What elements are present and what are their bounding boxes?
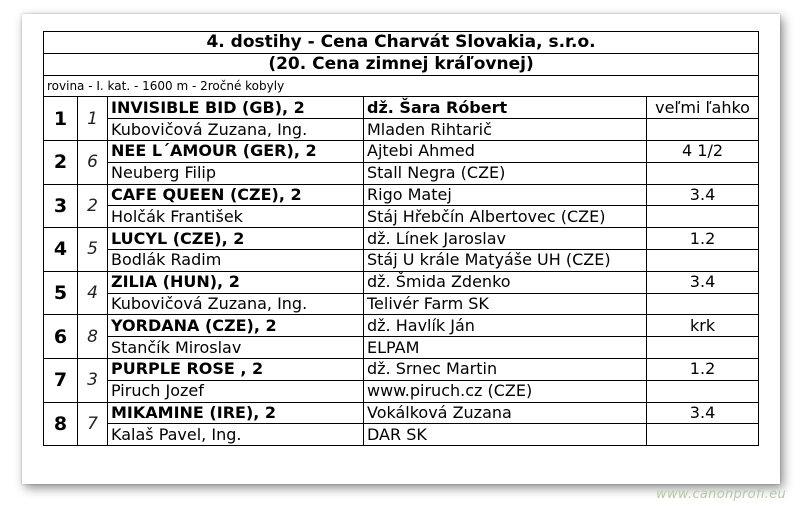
race-info-row <box>44 75 759 97</box>
margin-cell: veľmi ľahko <box>647 97 759 119</box>
horse-name: MIKAMINE (IRE), 2 <box>108 402 364 424</box>
result-row-sub <box>44 424 759 446</box>
margin-cell: 3.4 <box>647 271 759 293</box>
race-title: 4. dostihy - Cena Charvát Slovakia, s.r.o. <box>44 32 759 54</box>
place-cell: 6 <box>44 315 78 359</box>
owner-name: Kubovičová Zuzana, Ing. <box>108 119 364 141</box>
race-subtitle: (20. Cena zimnej kráľovnej) <box>44 53 759 75</box>
start-number-cell: 1 <box>78 97 108 141</box>
result-row-main <box>44 358 759 380</box>
trainer-name: Stáj Hřebčín Albertovec (CZE) <box>364 206 647 228</box>
result-row-main <box>44 228 759 250</box>
margin-cell: 3.4 <box>647 184 759 206</box>
owner-name: Bodlák Radim <box>108 249 364 271</box>
result-row-sub <box>44 162 759 184</box>
place-cell: 8 <box>44 402 78 446</box>
owner-name: Kubovičová Zuzana, Ing. <box>108 293 364 315</box>
place-cell: 3 <box>44 184 78 228</box>
result-row-main <box>44 140 759 162</box>
start-number-cell: 6 <box>78 140 108 184</box>
margin-cell: 1.2 <box>647 228 759 250</box>
empty-cell <box>647 162 759 184</box>
start-number-cell: 8 <box>78 315 108 359</box>
empty-cell <box>647 293 759 315</box>
margin-cell: 1.2 <box>647 358 759 380</box>
trainer-name: ELPAM <box>364 337 647 359</box>
watermark: www.canonprofi.eu <box>656 487 786 502</box>
trainer-name: DAR SK <box>364 424 647 446</box>
start-number-cell: 3 <box>78 358 108 402</box>
result-row-main <box>44 97 759 119</box>
place-cell: 4 <box>44 228 78 272</box>
start-number-cell: 4 <box>78 271 108 315</box>
trainer-name: Telivér Farm SK <box>364 293 647 315</box>
start-number-cell: 5 <box>78 228 108 272</box>
empty-cell <box>647 206 759 228</box>
empty-cell <box>647 424 759 446</box>
horse-name: INVISIBLE BID (GB), 2 <box>108 97 364 119</box>
result-row-main <box>44 184 759 206</box>
race-info: rovina - I. kat. - 1600 m - 2ročné kobyly <box>44 75 759 97</box>
result-row-sub <box>44 249 759 271</box>
trainer-name: Stall Negra (CZE) <box>364 162 647 184</box>
trainer-name: Stáj U krále Matyáše UH (CZE) <box>364 249 647 271</box>
jockey-name: dž. Línek Jaroslav <box>364 228 647 250</box>
start-number-cell: 2 <box>78 184 108 228</box>
margin-cell: 3.4 <box>647 402 759 424</box>
result-row-main <box>44 271 759 293</box>
empty-cell <box>647 337 759 359</box>
result-row-main <box>44 402 759 424</box>
empty-cell <box>647 249 759 271</box>
result-row-sub <box>44 380 759 402</box>
race-subtitle-row <box>44 53 759 75</box>
owner-name: Piruch Jozef <box>108 380 364 402</box>
owner-name: Holčák František <box>108 206 364 228</box>
trainer-name: Mladen Rihtarič <box>364 119 647 141</box>
race-title-row <box>44 32 759 54</box>
margin-cell: krk <box>647 315 759 337</box>
jockey-name: dž. Srnec Martin <box>364 358 647 380</box>
owner-name: Kalaš Pavel, Ing. <box>108 424 364 446</box>
place-cell: 7 <box>44 358 78 402</box>
horse-name: LUCYL (CZE), 2 <box>108 228 364 250</box>
jockey-name: Vokálková Zuzana <box>364 402 647 424</box>
jockey-name: dž. Šmida Zdenko <box>364 271 647 293</box>
horse-name: PURPLE ROSE , 2 <box>108 358 364 380</box>
result-row-sub <box>44 293 759 315</box>
owner-name: Stančík Miroslav <box>108 337 364 359</box>
results-table <box>43 31 759 446</box>
jockey-name: dž. Havlík Ján <box>364 315 647 337</box>
result-row-sub <box>44 119 759 141</box>
trainer-name: www.piruch.cz (CZE) <box>364 380 647 402</box>
owner-name: Neuberg Filip <box>108 162 364 184</box>
start-number-cell: 7 <box>78 402 108 446</box>
result-row-sub <box>44 337 759 359</box>
horse-name: ZILIA (HUN), 2 <box>108 271 364 293</box>
horse-name: NEE L´AMOUR (GER), 2 <box>108 140 364 162</box>
result-row-main <box>44 315 759 337</box>
place-cell: 1 <box>44 97 78 141</box>
margin-cell: 4 1/2 <box>647 140 759 162</box>
horse-name: YORDANA (CZE), 2 <box>108 315 364 337</box>
empty-cell <box>647 119 759 141</box>
place-cell: 2 <box>44 140 78 184</box>
empty-cell <box>647 380 759 402</box>
jockey-name: dž. Šara Róbert <box>364 97 647 119</box>
jockey-name: Ajtebi Ahmed <box>364 140 647 162</box>
place-cell: 5 <box>44 271 78 315</box>
result-row-sub <box>44 206 759 228</box>
jockey-name: Rigo Matej <box>364 184 647 206</box>
horse-name: CAFE QUEEN (CZE), 2 <box>108 184 364 206</box>
